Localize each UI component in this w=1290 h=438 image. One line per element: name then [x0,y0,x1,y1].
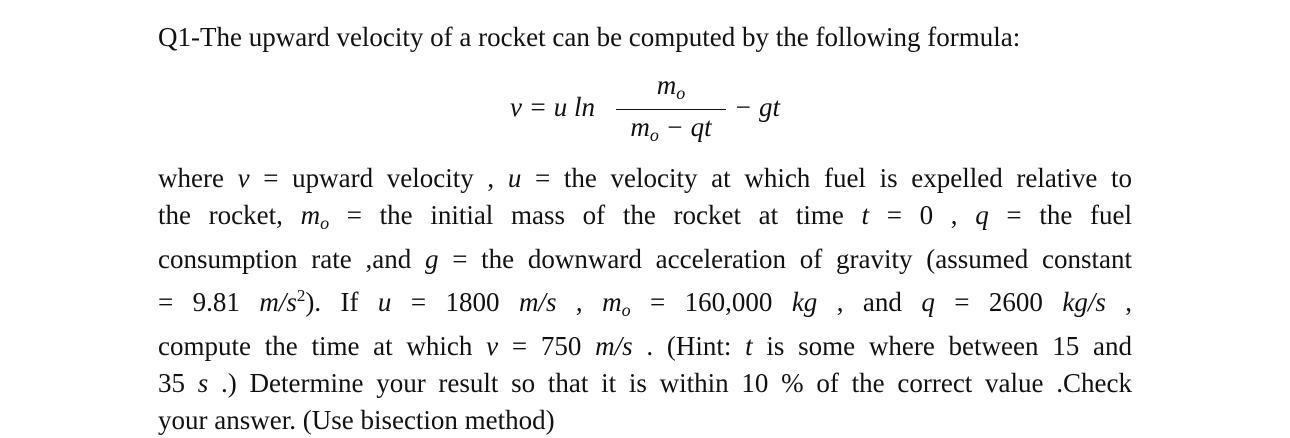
formula-lhs: v = u ln [510,92,595,122]
unit-kg: kg [791,286,818,317]
text-run: = 750 [498,331,596,362]
var-u: u [377,286,392,317]
unit-m-s: m/s [595,331,633,362]
formula-numerator [616,70,726,104]
paragraph-line-7: your answer. (Use bisection method) [158,404,555,435]
var-q: q [921,286,935,317]
question-title: Q1-The upward velocity of a rocket can be computed by the following formula: [158,22,1021,52]
denominator-var: m [630,112,650,142]
text-run: where [158,163,238,193]
text-run: = the initial mass of the rocket at time [329,199,862,230]
paragraph-line-6 [158,365,1132,402]
text-run: 35 [158,367,198,398]
var-v: v [237,163,250,193]
var-u: u [507,163,522,193]
text-run: = the downward acceleration of gravity (assumed constant [438,244,1132,275]
formula-denominator [616,112,726,146]
denominator-rest: − qt [658,112,712,142]
var-q: q [975,199,989,230]
var-v: v [486,331,499,362]
text-run: = upward velocity , [249,163,508,193]
problem-paragraph [158,160,1132,438]
unit-s: s [197,367,209,398]
text-run: the rocket, [158,199,301,230]
text-run: = 2600 [934,286,1063,317]
text-run: . (Hint: [632,331,746,362]
text-run: = 9.81 [158,286,260,317]
formula-fraction [616,72,726,146]
formula-rhs: − gt [734,92,780,122]
paragraph-line-4 [158,278,1132,329]
paragraph-line-3 [158,241,1132,278]
paragraph-line-5 [158,328,1132,365]
var-t: t [861,199,870,230]
var-m: m [300,199,321,230]
var-m: m [602,286,622,317]
text-run: is some where between 15 and [752,331,1132,362]
paragraph-line-2 [158,197,1132,242]
text-run: , [556,286,603,317]
text-run: compute the time at which [158,331,487,362]
fraction-bar [616,109,726,110]
sub-o: o [621,299,631,320]
numerator-sub: o [676,83,686,103]
text-run: = 1800 [391,286,519,317]
text-run: , and [817,286,922,317]
text-run: = the fuel [988,199,1132,230]
text-run: ). If [305,286,378,317]
var-g: g [424,244,439,275]
sub-o: o [320,212,330,233]
sup-2: 2 [296,285,306,305]
text-run: = 160,000 [630,286,792,317]
text-run: = the velocity at which fuel is expelled relative to [521,163,1132,193]
var-t: t [745,331,753,362]
unit-kg-s: kg/s [1062,286,1106,317]
denominator-sub: o [649,125,659,145]
paragraph-line-1 [158,160,1132,197]
text-run: consumption rate ,and [158,244,425,275]
text-run: = 0 , [869,199,976,230]
text-run: .) Determine your result so that it is within 10 % of the correct value .Check [208,367,1132,398]
unit-m-s: m/s [259,286,297,317]
numerator-var: m [656,70,677,100]
unit-m-s: m/s [518,286,557,317]
text-run: , [1105,286,1133,317]
